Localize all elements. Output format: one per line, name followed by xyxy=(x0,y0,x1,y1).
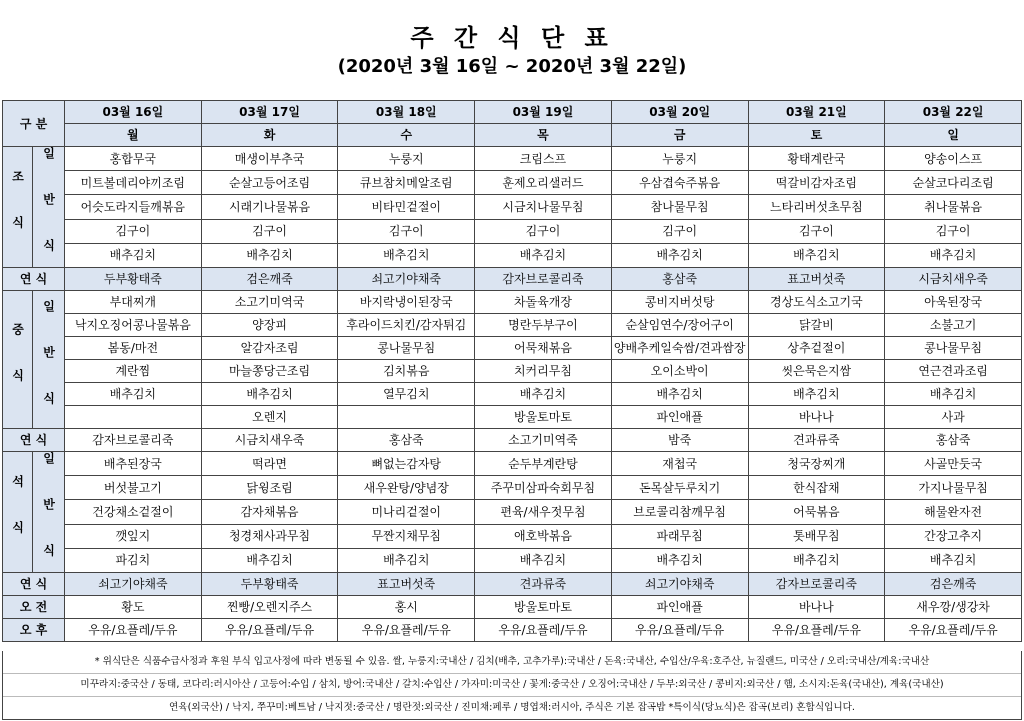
table-row xyxy=(3,524,1022,548)
menu-cell: 파인애플 xyxy=(611,406,748,429)
note-line: 미꾸라지:중국산 / 동태, 코다리:러시아산 / 고등어:수입 / 삼치, 방어:국내산 / 갈치:수입산 / 가자미:미국산 / 꽃게:중국산 / 오징어:국내산 / 두부:외국산 / 콩비지:외국산 / 햄, 소시지:돈육(국내산), 계육(국내산) xyxy=(3,673,1021,696)
menu-cell: 콩나물무침 xyxy=(338,337,475,360)
menu-cell: 명란두부구이 xyxy=(475,314,612,337)
menu-cell: 경상도식소고기국 xyxy=(748,291,885,314)
menu-cell: 오렌지 xyxy=(201,406,338,429)
menu-cell: 감자브로콜리죽 xyxy=(748,573,885,596)
table-row xyxy=(3,500,1022,524)
menu-cell: 참나물무침 xyxy=(611,195,748,219)
menu-cell: 배추김치 xyxy=(885,243,1022,267)
menu-cell: 알감자조림 xyxy=(201,337,338,360)
menu-cell: 쇠고기야채죽 xyxy=(338,268,475,291)
menu-cell: 홍시 xyxy=(338,596,475,619)
menu-cell: 우유/요플레/두유 xyxy=(65,619,202,642)
menu-cell: 배추김치 xyxy=(475,383,612,406)
weekly-menu-table xyxy=(2,100,1022,642)
menu-cell: 누룽지 xyxy=(611,147,748,171)
table-row xyxy=(3,147,1022,171)
menu-cell: 두부황태죽 xyxy=(201,573,338,596)
menu-cell: 시금치새우죽 xyxy=(201,429,338,452)
note-line: 연육(외국산) / 낙지, 쭈꾸미:베트남 / 낙지젓:중국산 / 명란젓:외국산 / 진미채:페루 / 명엽채:러시아, 주식은 기본 잡곡밥 *특이식(당뇨식)은 잡곡(보리) 혼합식입니다. xyxy=(3,696,1021,719)
menu-cell: 양송이스프 xyxy=(885,147,1022,171)
menu-cell: 순살고등어조림 xyxy=(201,171,338,195)
menu-cell: 사골만둣국 xyxy=(885,452,1022,476)
header-dates-row xyxy=(3,101,1022,124)
menu-cell: 파래무침 xyxy=(611,524,748,548)
date-range: (2020년 3월 16일 ~ 2020년 3월 22일) xyxy=(337,56,687,77)
porridge-label: 연 식 xyxy=(3,573,65,596)
menu-cell: 어슷도라지들깨볶음 xyxy=(65,195,202,219)
menu-cell: 콩나물무침 xyxy=(885,337,1022,360)
day-cell: 일 xyxy=(885,124,1022,147)
menu-cell: 김구이 xyxy=(885,219,1022,243)
menu-cell: 배추김치 xyxy=(611,548,748,572)
menu-cell: 돈목살두루치기 xyxy=(611,476,748,500)
menu-cell: 두부황태죽 xyxy=(65,268,202,291)
menu-cell: 주꾸미삼파숙회무침 xyxy=(475,476,612,500)
menu-cell: 편육/새우젓무침 xyxy=(475,500,612,524)
menu-cell: 찐빵/오렌지주스 xyxy=(201,596,338,619)
menu-cell: 느타리버섯초무침 xyxy=(748,195,885,219)
origin-notes xyxy=(2,651,1022,720)
date-cell: 03월 22일 xyxy=(885,101,1022,124)
menu-cell: 배추김치 xyxy=(201,243,338,267)
menu-cell: 우삼겹숙주볶음 xyxy=(611,171,748,195)
menu-cell: 마늘쫑당근조림 xyxy=(201,360,338,383)
menu-cell: 깻잎지 xyxy=(65,524,202,548)
menu-cell: 황태계란국 xyxy=(748,147,885,171)
menu-cell: 계란찜 xyxy=(65,360,202,383)
menu-cell: 소고기미역죽 xyxy=(475,429,612,452)
menu-cell: 상추겉절이 xyxy=(748,337,885,360)
menu-cell: 양장피 xyxy=(201,314,338,337)
menu-cell: 김구이 xyxy=(338,219,475,243)
lunch-label: 중 식 xyxy=(3,291,33,429)
menu-cell: 누룽지 xyxy=(338,147,475,171)
table-row xyxy=(3,219,1022,243)
menu-cell: 홍삼죽 xyxy=(338,429,475,452)
menu-cell: 사과 xyxy=(885,406,1022,429)
menu-cell: 배추김치 xyxy=(338,548,475,572)
menu-cell: 배추김치 xyxy=(65,243,202,267)
menu-cell: 재첩국 xyxy=(611,452,748,476)
menu-cell: 배추된장국 xyxy=(65,452,202,476)
menu-cell: 새우완탕/양념장 xyxy=(338,476,475,500)
date-cell: 03월 18일 xyxy=(338,101,475,124)
menu-cell: 우유/요플레/두유 xyxy=(201,619,338,642)
menu-cell: 검은깨죽 xyxy=(201,268,338,291)
porridge-label: 연 식 xyxy=(3,268,65,291)
menu-cell: 소불고기 xyxy=(885,314,1022,337)
menu-cell: 후라이드치킨/감자튀김 xyxy=(338,314,475,337)
menu-cell: 큐브참치메알조림 xyxy=(338,171,475,195)
menu-cell: 봄동/마전 xyxy=(65,337,202,360)
menu-cell: 배추김치 xyxy=(338,243,475,267)
menu-cell: 비타민겉절이 xyxy=(338,195,475,219)
breakfast-label: 조 식 xyxy=(3,147,33,268)
menu-cell: 홍삼죽 xyxy=(885,429,1022,452)
menu-cell: 새우깡/생강차 xyxy=(885,596,1022,619)
menu-cell: 우유/요플레/두유 xyxy=(338,619,475,642)
menu-cell: 차돌육개장 xyxy=(475,291,612,314)
menu-cell: 쇠고기야채죽 xyxy=(611,573,748,596)
morning-snack-label: 오 전 xyxy=(3,596,65,619)
menu-cell: 밤죽 xyxy=(611,429,748,452)
table-row xyxy=(3,360,1022,383)
menu-cell: 순살임연수/장어구이 xyxy=(611,314,748,337)
menu-cell: 배추김치 xyxy=(748,243,885,267)
menu-cell: 방울토마토 xyxy=(475,596,612,619)
table-row xyxy=(3,548,1022,572)
menu-cell: 표고버섯죽 xyxy=(748,268,885,291)
table-row xyxy=(3,291,1022,314)
menu-cell: 시금치새우죽 xyxy=(885,268,1022,291)
menu-cell: 배추김치 xyxy=(65,383,202,406)
date-cell: 03월 21일 xyxy=(748,101,885,124)
menu-cell: 해물완자전 xyxy=(885,500,1022,524)
menu-cell: 브로콜리참깨무침 xyxy=(611,500,748,524)
menu-cell: 건강채소겉절이 xyxy=(65,500,202,524)
afternoon-snack-row xyxy=(3,619,1022,642)
table-row xyxy=(3,406,1022,429)
menu-cell: 미트볼데리야끼조림 xyxy=(65,171,202,195)
porridge-label: 연 식 xyxy=(3,429,65,452)
menu-cell: 연근견과조림 xyxy=(885,360,1022,383)
menu-cell: 배추김치 xyxy=(475,243,612,267)
menu-cell: 김치볶음 xyxy=(338,360,475,383)
date-cell: 03월 20일 xyxy=(611,101,748,124)
general-meal-label: 일 반 식 xyxy=(33,452,65,573)
menu-cell: 황도 xyxy=(65,596,202,619)
menu-cell: 우유/요플레/두유 xyxy=(885,619,1022,642)
note-line: * 위식단은 식품수급사정과 후원 부식 입고사정에 따라 변동될 수 있음. 쌀, 누룽지:국내산 / 김치(배추, 고추가루):국내산 / 돈육:국내산, 수입산/우육:호주산, 뉴질랜드, 미국산 / 오리:국내산/계육:국내산 xyxy=(94,656,930,667)
menu-cell: 배추김치 xyxy=(475,548,612,572)
day-cell: 수 xyxy=(338,124,475,147)
menu-cell: 방울토마토 xyxy=(475,406,612,429)
general-meal-label: 일 반 식 xyxy=(33,147,65,268)
porridge-row xyxy=(3,429,1022,452)
menu-cell: 홍삼죽 xyxy=(611,268,748,291)
menu-cell: 매생이부추국 xyxy=(201,147,338,171)
menu-cell: 감자브로콜리죽 xyxy=(475,268,612,291)
menu-cell: 부대찌개 xyxy=(65,291,202,314)
menu-cell: 바나나 xyxy=(748,406,885,429)
menu-cell: 열무김치 xyxy=(338,383,475,406)
day-cell: 토 xyxy=(748,124,885,147)
menu-cell: 배추김치 xyxy=(885,548,1022,572)
afternoon-snack-label: 오 후 xyxy=(3,619,65,642)
table-row xyxy=(3,452,1022,476)
table-row xyxy=(3,195,1022,219)
menu-cell: 취나물볶음 xyxy=(885,195,1022,219)
menu-cell: 배추김치 xyxy=(201,548,338,572)
menu-cell: 양배추케일숙쌈/견과쌈장 xyxy=(611,337,748,360)
menu-cell xyxy=(338,406,475,429)
menu-cell: 가지나물무침 xyxy=(885,476,1022,500)
menu-cell: 아욱된장국 xyxy=(885,291,1022,314)
porridge-row xyxy=(3,573,1022,596)
menu-cell: 애호박볶음 xyxy=(475,524,612,548)
menu-cell: 씻은묵은지쌈 xyxy=(748,360,885,383)
menu-cell: 표고버섯죽 xyxy=(338,573,475,596)
table-row xyxy=(3,476,1022,500)
menu-cell: 닭갈비 xyxy=(748,314,885,337)
menu-cell: 어묵볶음 xyxy=(748,500,885,524)
date-cell: 03월 17일 xyxy=(201,101,338,124)
menu-cell: 콩비지버섯탕 xyxy=(611,291,748,314)
menu-cell: 오이소박이 xyxy=(611,360,748,383)
day-cell: 목 xyxy=(475,124,612,147)
menu-cell: 뼈없는감자탕 xyxy=(338,452,475,476)
menu-cell: 청국장찌개 xyxy=(748,452,885,476)
menu-cell: 바나나 xyxy=(748,596,885,619)
morning-snack-row xyxy=(3,596,1022,619)
menu-cell: 치커리무침 xyxy=(475,360,612,383)
menu-cell: 배추김치 xyxy=(201,383,338,406)
menu-cell: 홍합무국 xyxy=(65,147,202,171)
menu-cell: 시래기나물볶음 xyxy=(201,195,338,219)
menu-cell: 감자채볶음 xyxy=(201,500,338,524)
menu-cell: 김구이 xyxy=(201,219,338,243)
menu-cell: 배추김치 xyxy=(611,383,748,406)
menu-cell: 한식잡채 xyxy=(748,476,885,500)
table-row xyxy=(3,383,1022,406)
menu-cell: 배추김치 xyxy=(748,383,885,406)
menu-cell: 시금치나물무침 xyxy=(475,195,612,219)
menu-cell: 우유/요플레/두유 xyxy=(475,619,612,642)
menu-cell: 파김치 xyxy=(65,548,202,572)
table-row xyxy=(3,243,1022,267)
menu-cell: 김구이 xyxy=(611,219,748,243)
menu-cell: 낙지오징어콩나물볶음 xyxy=(65,314,202,337)
menu-cell: 배추김치 xyxy=(885,383,1022,406)
menu-cell: 떡라면 xyxy=(201,452,338,476)
menu-cell: 소고기미역국 xyxy=(201,291,338,314)
menu-cell: 버섯불고기 xyxy=(65,476,202,500)
day-cell: 월 xyxy=(65,124,202,147)
menu-cell: 배추김치 xyxy=(748,548,885,572)
day-cell: 화 xyxy=(201,124,338,147)
menu-cell: 톳배무침 xyxy=(748,524,885,548)
table-row xyxy=(3,337,1022,360)
menu-cell: 검은깨죽 xyxy=(885,573,1022,596)
menu-cell: 견과류죽 xyxy=(748,429,885,452)
menu-cell: 청경채사과무침 xyxy=(201,524,338,548)
menu-cell: 김구이 xyxy=(475,219,612,243)
table-row xyxy=(3,314,1022,337)
menu-cell: 떡갈비감자조림 xyxy=(748,171,885,195)
general-meal-label: 일 반 식 xyxy=(33,291,65,429)
menu-cell: 순두부계란탕 xyxy=(475,452,612,476)
menu-cell: 순살코다리조림 xyxy=(885,171,1022,195)
menu-cell: 미나리겉절이 xyxy=(338,500,475,524)
menu-cell: 크림스프 xyxy=(475,147,612,171)
menu-cell: 파인애플 xyxy=(611,596,748,619)
menu-cell: 무짠지채무침 xyxy=(338,524,475,548)
menu-cell: 닭윙조림 xyxy=(201,476,338,500)
date-cell: 03월 16일 xyxy=(65,101,202,124)
day-cell: 금 xyxy=(611,124,748,147)
menu-cell: 쇠고기야채죽 xyxy=(65,573,202,596)
menu-cell: 간장고추지 xyxy=(885,524,1022,548)
menu-cell: 감자브로콜리죽 xyxy=(65,429,202,452)
table-row xyxy=(3,171,1022,195)
header-days-row xyxy=(3,124,1022,147)
menu-cell: 배추김치 xyxy=(611,243,748,267)
menu-cell: 견과류죽 xyxy=(475,573,612,596)
menu-cell: 김구이 xyxy=(748,219,885,243)
menu-cell xyxy=(65,406,202,429)
page-title: 주 간 식 단 표 xyxy=(410,24,614,52)
dinner-label: 석 식 xyxy=(3,452,33,573)
porridge-row xyxy=(3,268,1022,291)
gubun-label: 구 분 xyxy=(3,101,65,147)
menu-cell: 어묵채볶음 xyxy=(475,337,612,360)
menu-cell: 우유/요플레/두유 xyxy=(611,619,748,642)
menu-cell: 훈제오리샐러드 xyxy=(475,171,612,195)
menu-cell: 바지락냉이된장국 xyxy=(338,291,475,314)
menu-cell: 김구이 xyxy=(65,219,202,243)
date-cell: 03월 19일 xyxy=(475,101,612,124)
menu-cell: 우유/요플레/두유 xyxy=(748,619,885,642)
